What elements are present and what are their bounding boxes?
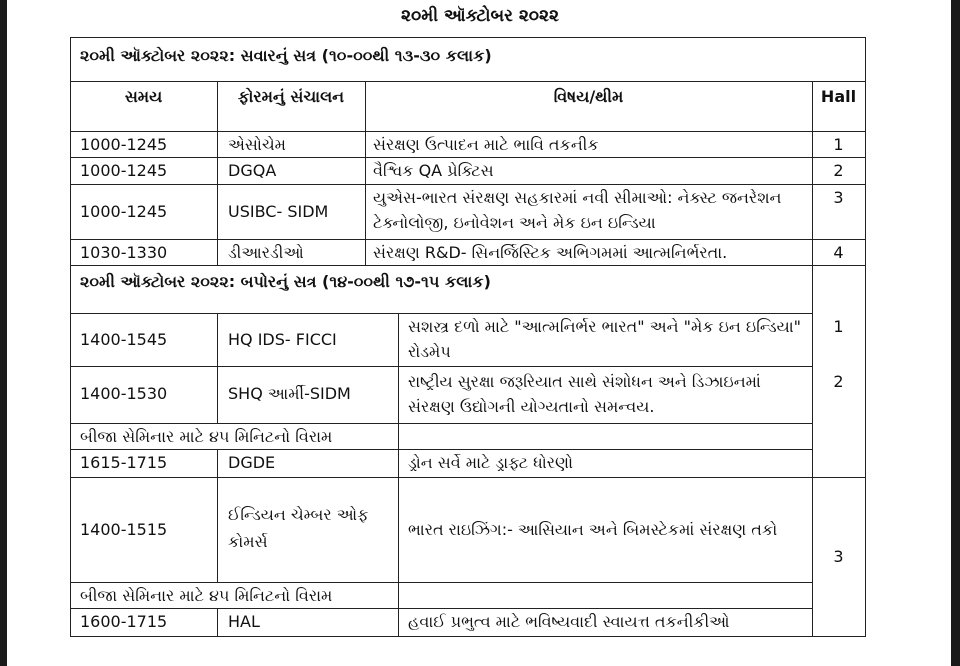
page-title: ૨૦મી ઑક્ટોબર ૨૦૨૨	[400, 6, 559, 26]
header-forum: ફોરમનું સંચાલન	[237, 87, 345, 106]
table-cell-hall: 1	[833, 135, 844, 154]
table-cell-topic: યુએસ-ભારત સંરક્ષણ સહકારમાં નવી સીમાઓ: નેક્સ્ટ જનરેશન	[373, 188, 782, 207]
table-cell-forum: DGQA	[228, 161, 277, 180]
table-cell-time: 1030-1330	[80, 243, 168, 262]
afternoon-session-title: ૨૦મી ઑક્ટોબર ૨૦૨૨: બપોરનું સત્ર (૧૪-૦૦થી ૧૭-૧૫ કલાક)	[80, 272, 491, 291]
table-cell-hall: 1	[833, 317, 844, 336]
table-cell-hall: 3	[833, 188, 844, 207]
table-cell-forum: ડીઆરડીઓ	[228, 243, 304, 262]
table-cell-topic: સશસ્ત્ર દળો માટે "આત્મનિર્ભર ભારત" અને "મેક ઇન ઇન્ડિયા"	[408, 317, 802, 336]
table-cell-time: 1600-1715	[80, 612, 168, 631]
break-row-label: બીજા સેમિનાર માટે ૪૫ મિનિટનો વિરામ	[80, 586, 333, 605]
table-cell-forum: USIBC- SIDM	[228, 202, 329, 221]
table-cell-forum: ઈન્ડિયન ચેમ્બર ઓફ	[228, 505, 369, 524]
table-cell-forum: એસોચેમ	[228, 135, 286, 154]
table-cell-time: 1000-1245	[80, 161, 168, 180]
table-cell-time: 1000-1245	[80, 135, 168, 154]
table-cell-topic: સંરક્ષણ ઉત્પાદન માટે ભાવિ તકનીક	[373, 135, 599, 154]
morning-session-title: ૨૦મી ઑક્ટોબર ૨૦૨૨: સવારનું સત્ર (૧૦-૦૦થી ૧૩-૩૦ કલાક)	[80, 46, 492, 65]
table-cell-forum: SHQ આર્મી-SIDM	[228, 384, 351, 403]
table-cell-time: 1400-1515	[80, 520, 168, 539]
table-cell-hall: 4	[833, 243, 844, 262]
table-cell-hall: 3	[833, 547, 844, 566]
header-time: સમય	[124, 87, 163, 106]
table-cell-topic: રાષ્ટ્રીય સુરક્ષા જરૂરિયાત સાથે સંશોધન અને ડિઝાઇનમાં	[408, 372, 761, 391]
left-scan-border	[0, 0, 7, 666]
table-cell-forum: DGDE	[228, 453, 276, 472]
table-cell-topic-line2: સંરક્ષણ ઉદ્યોગની યોગ્યતાનો સમન્વય.	[408, 397, 655, 416]
table-cell-forum: HQ IDS- FICCI	[228, 330, 337, 349]
table-cell-topic: સંરક્ષણ R&D- સિનર્જિસ્ટિક અભિગમમાં આત્મનિર્ભરતા.	[373, 243, 728, 262]
table-cell-time: 1000-1245	[80, 202, 168, 221]
table-cell-time: 1400-1530	[80, 384, 168, 403]
table-cell-topic: હવાઈ પ્રભુત્વ માટે ભવિષ્યવાદી સ્વાયત્ત તકનીકીઓ	[408, 612, 730, 631]
table-cell-topic-line2: ટેક્નોલોજી, ઇનોવેશન અને મેક ઇન ઇન્ડિયા	[373, 213, 656, 232]
table-cell-hall: 2	[833, 161, 844, 180]
table-cell-topic-line2: રોડમેપ	[408, 342, 451, 361]
table-cell-hall: 2	[833, 372, 844, 391]
header-topic: વિષય/થીમ	[553, 87, 624, 106]
table-cell-topic: વૈશ્વિક QA પ્રેક્ટિસ	[373, 161, 494, 180]
right-scan-border	[951, 0, 960, 666]
table-cell-topic: ડ્રોન સર્વે માટે ડ્રાફ્ટ ધોરણો	[408, 453, 573, 472]
table-cell-time: 1615-1715	[80, 453, 168, 472]
table-cell-time: 1400-1545	[80, 330, 168, 349]
break-row-label: બીજા સેમિનાર માટે ૪૫ મિનિટનો વિરામ	[80, 427, 333, 446]
header-hall: Hall	[820, 87, 857, 106]
table-cell-forum-line2: કોમર્સ	[228, 532, 268, 551]
table-cell-topic: ભારત રાઇઝિંગ:- આસિયાન અને બિમસ્ટેકમાં સંરક્ષણ તકો	[408, 520, 778, 539]
table-cell-forum: HAL	[228, 612, 260, 631]
